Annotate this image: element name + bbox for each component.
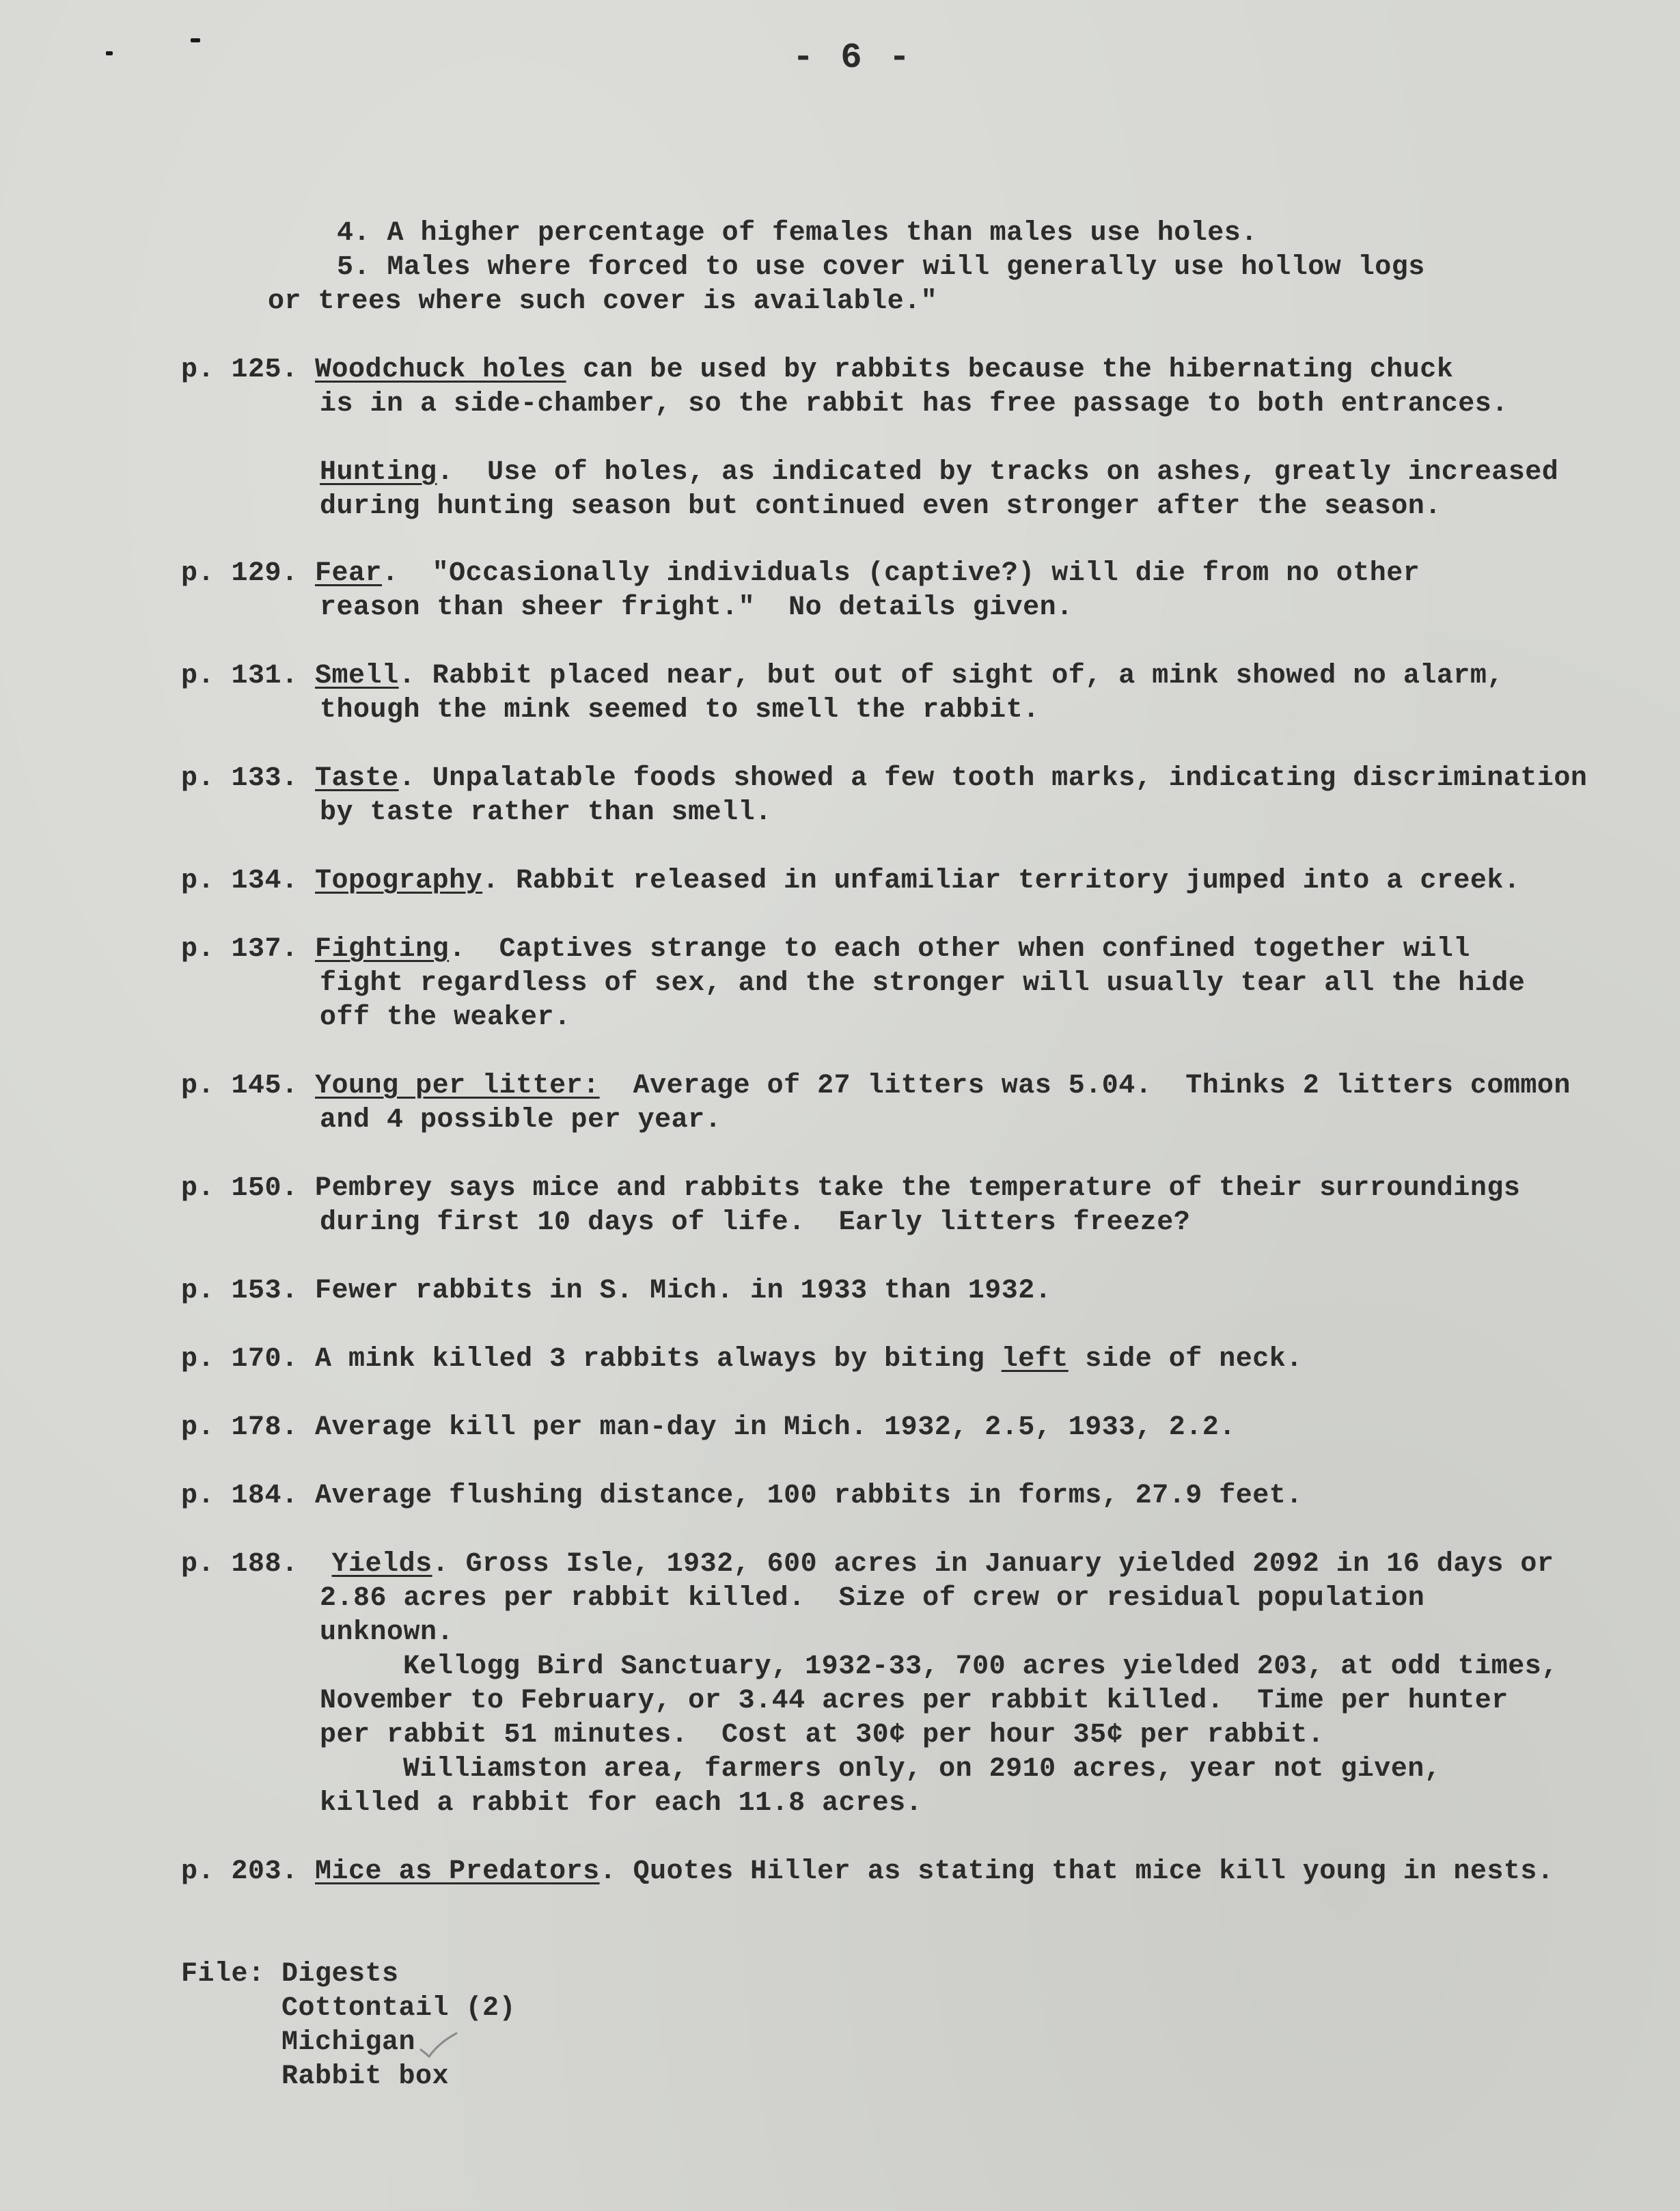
- page-ref: p. 150.: [181, 1173, 299, 1204]
- file-entry-cottontail: Cottontail (2): [281, 1993, 517, 2024]
- entry-p188-line3: unknown.: [320, 1617, 454, 1648]
- ink-speck: [191, 38, 200, 42]
- topic-heading: Taste: [315, 763, 399, 794]
- page-ref: p. 125.: [181, 355, 299, 385]
- page-ref: p. 134.: [181, 866, 299, 896]
- page-ref: p. 145.: [181, 1071, 299, 1101]
- handwritten-check-mark: [418, 2031, 459, 2058]
- file-entry-rabbit-box: Rabbit box: [281, 2061, 450, 2092]
- entry-text: Pembrey says mice and rabbits take the temperature of their surroundings: [315, 1173, 1521, 1204]
- file-entry-michigan: Michigan: [281, 2027, 416, 2058]
- ink-speck: [106, 51, 113, 55]
- topic-heading: Smell: [315, 661, 399, 691]
- entry-text: . Gross Isle, 1932, 600 acres in January yielded 2092 in 16 days or: [432, 1549, 1554, 1580]
- entry-text: . Captives strange to each other when confined together will: [449, 934, 1470, 965]
- entry-p129-line2: reason than sheer fright." No details given.: [320, 592, 1073, 623]
- topic-heading: Woodchuck holes: [315, 355, 566, 385]
- topic-heading: Young per litter:: [315, 1071, 600, 1101]
- entry-text: . Quotes Hiller as stating that mice kill young in nests.: [599, 1856, 1554, 1887]
- entry-p178-line1: [181, 1412, 1236, 1444]
- entry-p184-line1: [181, 1480, 1303, 1513]
- topic-heading: Mice as Predators: [315, 1856, 600, 1887]
- entry-text: Fewer rabbits in S. Mich. in 1933 than 1932.: [315, 1276, 1052, 1306]
- entry-p188-line4: Kellogg Bird Sanctuary, 1932-33, 700 acres yielded 203, at odd times,: [403, 1651, 1558, 1682]
- entry-p129-line1: [181, 558, 1420, 590]
- page-ref: p. 137.: [181, 934, 299, 965]
- file-label: File:: [181, 1959, 265, 1990]
- entry-hunting-line1: [320, 456, 1558, 489]
- entry-p125-line1: [181, 354, 1453, 387]
- entry-p188-line8: killed a rabbit for each 11.8 acres.: [320, 1788, 923, 1819]
- entry-text: A mink killed 3 rabbits always by biting: [315, 1344, 1002, 1375]
- entry-p125-line2: is in a side-chamber, so the rabbit has free passage to both entrances.: [320, 389, 1509, 420]
- entry-p188-line6: per rabbit 51 minutes. Cost at 30¢ per hour 35¢ per rabbit.: [320, 1720, 1325, 1750]
- entry-text: Average kill per man-day in Mich. 1932, 2.5, 1933, 2.2.: [315, 1412, 1236, 1443]
- entry-p137-line2: fight regardless of sex, and the stronger will usually tear all the hide: [320, 968, 1526, 999]
- topic-heading: Hunting: [320, 457, 437, 488]
- page-ref: p. 184.: [181, 1481, 299, 1511]
- page-ref: p. 188.: [181, 1549, 299, 1580]
- topic-heading: Fear: [315, 558, 383, 589]
- entry-p203-line1: [181, 1856, 1554, 1889]
- page-ref: p. 170.: [181, 1344, 299, 1375]
- entry-text: . Rabbit placed near, but out of sight of, a mink showed no alarm,: [398, 661, 1504, 691]
- entry-p150-line1: [181, 1172, 1520, 1205]
- entry-text: Average flushing distance, 100 rabbits in forms, 27.9 feet.: [315, 1481, 1303, 1511]
- page-ref: p. 129.: [181, 558, 299, 589]
- entry-p131-line1: [181, 660, 1504, 693]
- entry-p133-line1: [181, 763, 1587, 795]
- topic-heading: Fighting: [315, 934, 450, 965]
- emphasized-word: left: [1001, 1344, 1069, 1375]
- entry-text: . Use of holes, as indicated by tracks on ashes, greatly increased: [437, 457, 1559, 488]
- entry-p134-line1: [181, 865, 1520, 898]
- page-ref: p. 153.: [181, 1276, 299, 1306]
- topic-heading: Yields: [331, 1549, 432, 1580]
- entry-p131-line2: though the mink seemed to smell the rabbit.: [320, 695, 1040, 726]
- page-number: - 6 -: [793, 38, 913, 78]
- entry-p145-line1: [181, 1070, 1571, 1103]
- entry-p188-line7: Williamston area, farmers only, on 2910 acres, year not given,: [403, 1754, 1442, 1785]
- entry-hunting-line2: during hunting season but continued even stronger after the season.: [320, 491, 1442, 522]
- page-ref: p. 131.: [181, 661, 299, 691]
- entry-text: can be used by rabbits because the hibernating chuck: [566, 355, 1454, 385]
- entry-text: side of neck.: [1068, 1344, 1303, 1375]
- quote-item-5-cont: or trees where such cover is available.": [268, 286, 938, 317]
- entry-p133-line2: by taste rather than smell.: [320, 797, 772, 828]
- entry-p153-line1: [181, 1275, 1051, 1308]
- page-ref: p. 178.: [181, 1412, 299, 1443]
- file-entry-digests: Digests: [281, 1959, 399, 1990]
- entry-p188-line1: [181, 1548, 1554, 1581]
- topic-heading: Topography: [315, 866, 483, 896]
- entry-p150-line2: during first 10 days of life. Early litters freeze?: [320, 1207, 1191, 1238]
- entry-p145-line2: and 4 possible per year.: [320, 1105, 722, 1136]
- entry-p188-line5: November to February, or 3.44 acres per rabbit killed. Time per hunter: [320, 1686, 1509, 1716]
- entry-text: . Unpalatable foods showed a few tooth marks, indicating discrimination: [398, 763, 1588, 794]
- entry-p188-line2: 2.86 acres per rabbit killed. Size of crew or residual population: [320, 1583, 1425, 1614]
- page-ref: p. 133.: [181, 763, 299, 794]
- quote-item-4: 4. A higher percentage of females than males use holes.: [337, 218, 1258, 249]
- entry-p170-line1: [181, 1343, 1303, 1376]
- quote-item-5: 5. Males where forced to use cover will generally use hollow logs: [337, 252, 1425, 283]
- entry-text: . Rabbit released in unfamiliar territory jumped into a creek.: [482, 866, 1521, 896]
- entry-p137-line3: off the weaker.: [320, 1002, 571, 1033]
- entry-text: Average of 27 litters was 5.04. Thinks 2 litters common: [599, 1071, 1571, 1101]
- entry-text: . "Occasionally individuals (captive?) will die from no other: [382, 558, 1420, 589]
- entry-p137-line1: [181, 933, 1470, 966]
- page-ref: p. 203.: [181, 1856, 299, 1887]
